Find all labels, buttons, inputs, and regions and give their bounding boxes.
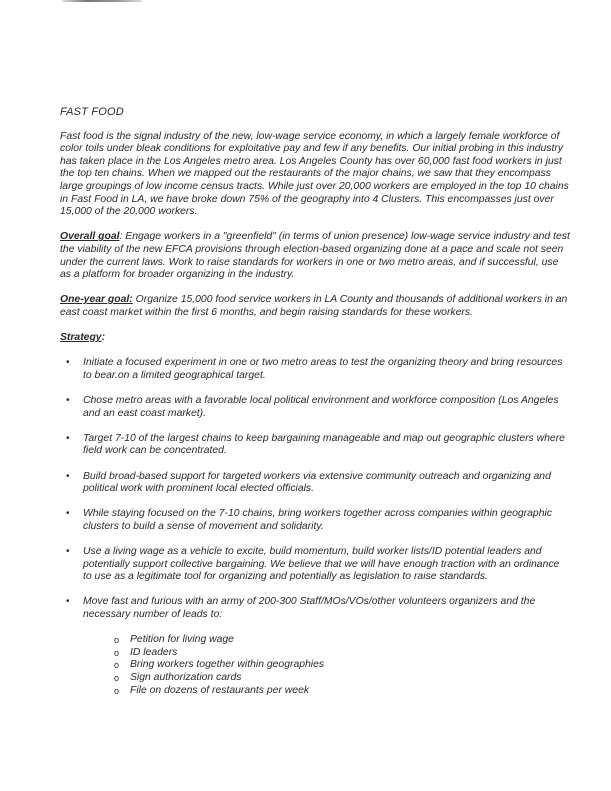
strategy-bullet-text: While staying focused on the 7-10 chains, bring workers together across companies within geographic clusters to build a sense of movement and solidarity. [83,508,552,532]
sub-bullet: o Petition for living wage [83,634,570,647]
strategy-list [60,357,570,697]
document-title: FAST FOOD [60,106,124,118]
overall-goal-label: Overall goal [60,231,120,243]
strategy-bullet-text: Target 7-10 of the largest chains to keep bargaining manageable and map out geographic clusters where field work can be concentrated. [83,432,565,457]
strategy-bullet-text: Initiate a focused experiment in one or two metro areas to test the organizing theory and bring resources to bear.on a limited geographical target. [83,357,563,381]
strategy-bullet-text: Build broad-based support for targeted workers via extensive community outreach and organizing and political work with prominent local elected officials. [83,470,551,495]
leads-sublist [83,634,570,697]
intro-paragraph: Fast food is the signal industry of the new, low-wage service economy, in which a largely female workforce of color toils under bleak conditions for exploitative pay and few if any benefits. Our initial probing in this industry has taken place in the Los Angeles metro area. Los Angeles County has over 60,000 fast food workers in just the top ten chains. When we mapped out the restaurants of the major chains, we saw that they encompass large groupings of low income census tracts. While just over 20,000 workers are employed in the top 10 chains in Fast Food in LA, we have broke down 75% of the geography into 4 Clusters. This encompasses just over 15,000 of the 20,000 workers. [60,130,569,218]
strategy-bullet [60,508,570,533]
strategy-bullet [60,395,570,420]
strategy-bullet [60,596,570,697]
strategy-bullet-text: Use a living wage as a vehicle to excite, build momentum, build worker lists/ID potential leaders and potentially support collective bargaining. We believe that we will have enough traction with an ordinance to use as a legitimate tool for organizing and potentially as legislation to raise standards. [83,546,560,583]
strategy-bullet [60,546,570,584]
strategy-heading [60,332,570,345]
strategy-label: Strategy [60,332,102,344]
strategy-bullet [60,471,570,496]
document-page [60,106,570,710]
one-year-goal-text: Organize 15,000 food service workers in LA County and thousands of additional workers in an east coast market within the first 6 months, and begin raising standards for these workers. [60,294,568,318]
overall-goal-paragraph [60,231,570,281]
sub-bullet: o Bring workers together within geographies [83,659,570,672]
strategy-bullet-text: Chose metro areas with a favorable local political environment and workforce composition (Los Angeles and an east coast market). [83,394,559,419]
one-year-goal-paragraph [60,294,570,319]
sub-bullet: o ID leaders [83,647,570,660]
sub-bullet: o Sign authorization cards [83,672,570,685]
scan-artifact [62,0,142,2]
sub-bullet: o File on dozens of restaurants per week [83,685,570,698]
one-year-goal-label: One-year goal: [60,294,133,306]
overall-goal-text: : Engage workers in a "greenfield" (in terms of union presence) low-wage service industry and test the viability of the new EFCA provisions through election-based organizing done at a pace and scale not seen under the current laws. Work to raise standards for workers in one or two metro areas, and if successful, use as a platform for broader organizing in the industry. [60,231,570,281]
strategy-colon: : [101,332,106,344]
strategy-bullet-text: Move fast and furious with an army of 200-300 Staff/MOs/VOs/other volunteers organizers and the necessary number of leads to: [83,596,536,621]
strategy-bullet [60,357,570,382]
strategy-bullet [60,433,570,458]
